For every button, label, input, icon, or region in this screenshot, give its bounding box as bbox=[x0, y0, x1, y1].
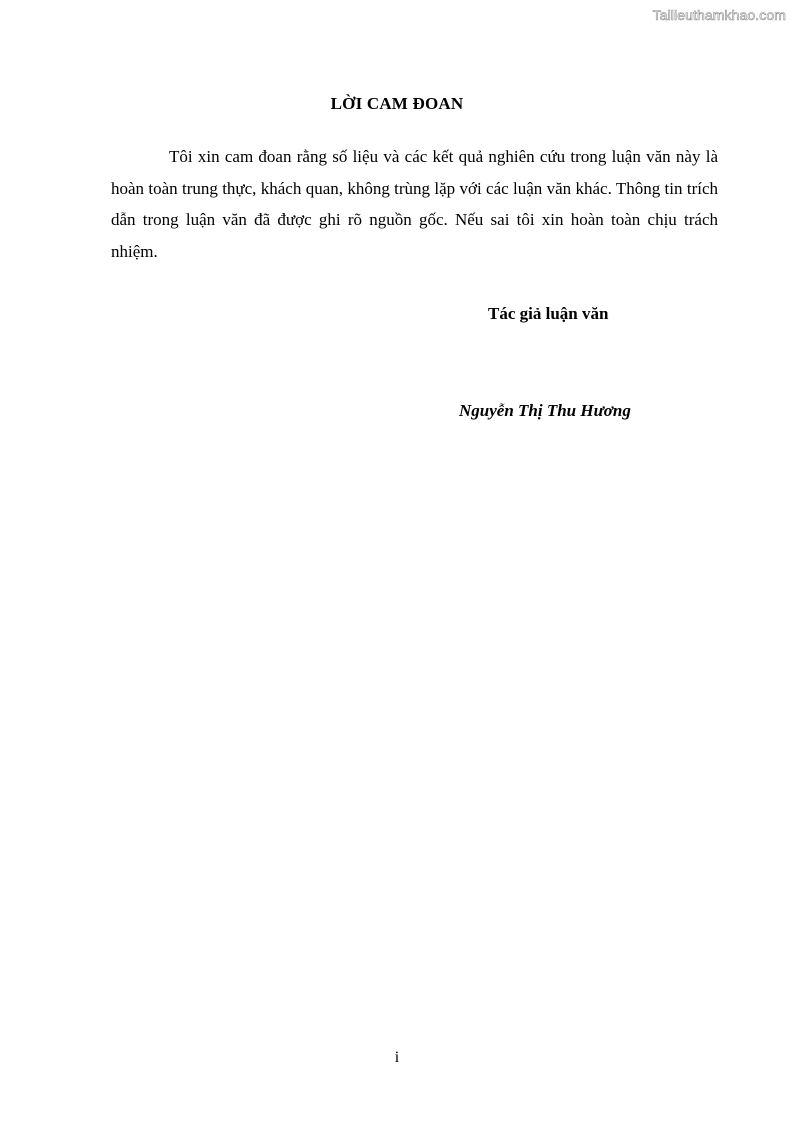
watermark-text: Tailieuthamkhao.com bbox=[652, 7, 786, 23]
signature-name: Nguyễn Thị Thu Hương bbox=[459, 401, 631, 420]
signature-role: Tác giả luận văn bbox=[488, 304, 609, 323]
page-title: LỜI CAM ĐOAN bbox=[330, 94, 464, 113]
declaration-paragraph: Tôi xin cam đoan rằng số liệu và các kết quả nghiên cứu trong luận văn này là hoàn toàn trung thực, khách quan, không trùng lặp với các luận văn khác. Thông tin trích dẫn trong luận văn đã được ghi rõ nguồn gốc. Nếu sai tôi xin hoàn toàn chịu trách nhiệm. bbox=[111, 147, 718, 261]
page-number: i bbox=[394, 1049, 400, 1066]
